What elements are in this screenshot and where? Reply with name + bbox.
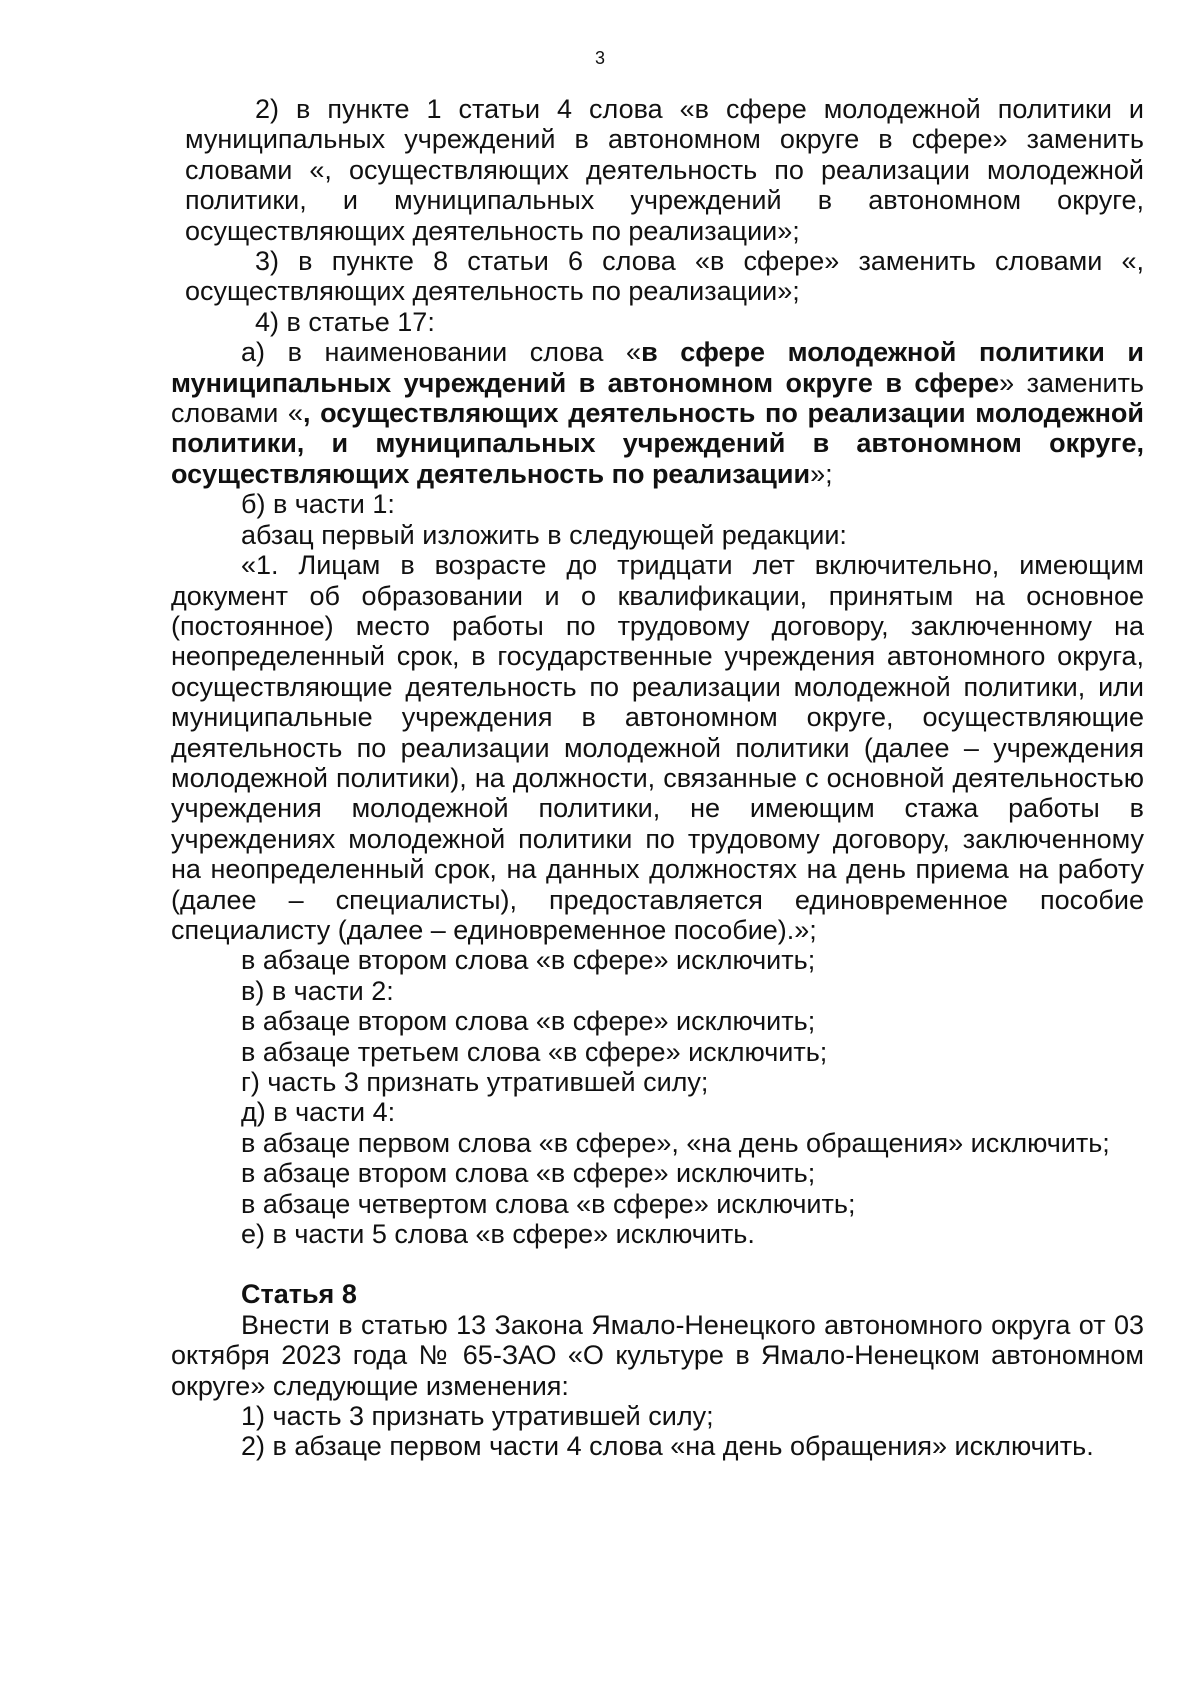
article-8-item-2: 2) в абзаце первом части 4 слова «на день обращения» исключить. <box>241 1431 1094 1462</box>
page-number: 3 <box>594 48 605 68</box>
paragraph-item-4d-abz4: в абзаце четвертом слова «в сфере» исключить; <box>241 1188 856 1219</box>
item-4a-mid: » заменить словами « <box>171 367 1144 429</box>
document-body <box>171 94 1144 1462</box>
paragraph-item-4b-quote: «1. Лицам в возрасте до тридцати лет включительно, имеющим документ об образовании и о квалификации, принятым на основное (постоянное) место работы по трудовому договору, заключенному на неопределенный срок, в государственные учреждения автономного округа, осуществляющие деятельность по реализации молодежной политики, или муниципальные учреждения в автономном округе, осуществляющие деятельность по реализации молодежной политики (далее – учреждения молодежной политики), на должности, связанные с основной деятельностью учреждения молодежной политики, не имеющим стажа работы в учреждениях молодежной политики по трудовому договору, заключенному на неопределенный срок, на данных должностях на день приема на работу (далее – специалисты), предоставляется единовременное пособие специалисту (далее – единовременное пособие).»; <box>171 550 1144 945</box>
item-4a-tail: »; <box>810 458 833 489</box>
paragraph-item-4a <box>171 337 1144 489</box>
item-4a-lead: а) в наименовании слова « <box>241 337 642 368</box>
article-8-intro: Внести в статью 13 Закона Ямало-Ненецкого автономного округа от 03 октября 2023 года № 65-ЗАО «О культуре в Ямало-Ненецком автономном округе» следующие изменения: <box>171 1309 1144 1401</box>
paragraph-item-3: 3) в пункте 8 статьи 6 слова «в сфере» заменить словами «, осуществляющих деятельность по реализации»; <box>185 246 1144 307</box>
paragraph-item-4b-intro: абзац первый изложить в следующей редакции: <box>241 519 847 550</box>
paragraph-item-4: 4) в статье 17: <box>255 306 435 337</box>
amendment-items-block <box>185 94 1144 337</box>
paragraph-item-2: 2) в пункте 1 статьи 4 слова «в сфере молодежной политики и муниципальных учреждений в автономном округе в сфере» заменить словами «, осуществляющих деятельность по реализации молодежной политики, и муниципальных учреждений в автономном округе, осуществляющих деятельность по реализации»; <box>185 94 1144 246</box>
paragraph-item-4d-abz1: в абзаце первом слова «в сфере», «на день обращения» исключить; <box>241 1127 1110 1158</box>
article-8-heading: Статья 8 <box>241 1279 357 1310</box>
paragraph-item-4b: б) в части 1: <box>241 489 395 520</box>
paragraph-item-4d-abz2: в абзаце втором слова «в сфере» исключить; <box>241 1158 816 1189</box>
item-4a-bold-new-words: , осуществляющих деятельность по реализации молодежной политики, и муниципальных учреждений в автономном округе, осуществляющих деятельность по реализации <box>171 398 1144 489</box>
item-4a-bold-old-words: в сфере молодежной политики и муниципальных учреждений в автономном округе в сфере <box>171 337 1144 398</box>
paragraph-item-4v-abz2: в абзаце втором слова «в сфере» исключить; <box>241 1006 816 1037</box>
paragraph-item-4e: е) в части 5 слова «в сфере» исключить. <box>241 1219 755 1250</box>
paragraph-item-4v-abz3: в абзаце третьем слова «в сфере» исключить; <box>241 1036 828 1067</box>
article-8-item-1: 1) часть 3 признать утратившей силу; <box>241 1401 714 1432</box>
paragraph-item-4b-abz2: в абзаце втором слова «в сфере» исключить; <box>241 945 816 976</box>
paragraph-item-4d: д) в части 4: <box>241 1097 396 1128</box>
paragraph-item-4v: в) в части 2: <box>241 975 394 1006</box>
paragraph-item-4g: г) часть 3 признать утратившей силу; <box>241 1067 709 1097</box>
